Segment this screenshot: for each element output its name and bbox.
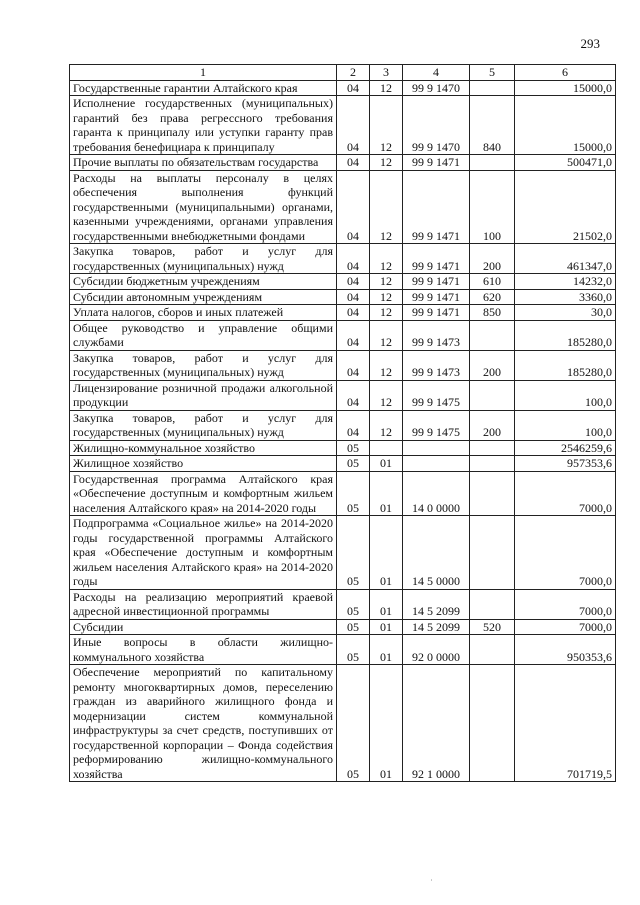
row-target-article-cell: 99 9 1471 (403, 170, 470, 244)
row-name-cell: Исполнение государственных (муниципальных) гарантий без права регрессного требования гаранта к принципалу или уступки гаранту прав требования бенефициара к принципалу (70, 96, 337, 155)
row-expense-type-cell (470, 456, 515, 472)
row-target-article-cell: 99 9 1470 (403, 80, 470, 96)
row-amount-cell: 7000,0 (515, 471, 616, 516)
row-section-cell: 04 (337, 380, 370, 410)
table-row (70, 665, 616, 782)
row-target-article-cell: 14 5 2099 (403, 589, 470, 619)
row-section-cell: 05 (337, 440, 370, 456)
row-amount-cell: 7000,0 (515, 619, 616, 635)
row-subsection-cell: 12 (370, 410, 403, 440)
row-section-cell: 04 (337, 155, 370, 171)
row-subsection-cell (370, 440, 403, 456)
row-amount-cell: 7000,0 (515, 589, 616, 619)
row-expense-type-cell (470, 155, 515, 171)
header-cell: 4 (403, 65, 470, 81)
row-expense-type-cell (470, 80, 515, 96)
row-target-article-cell: 99 9 1473 (403, 320, 470, 350)
row-expense-type-cell (470, 635, 515, 665)
row-name-cell: Обеспечение мероприятий по капитальному ремонту многоквартирных домов, переселению граждан из аварийного жилищного фонда и модернизации систем коммунальной инфраструктуры за счет средств, поступивших от государственной корпорации – Фонда содействия реформированию жилищно-коммунального хозяйства (70, 665, 337, 782)
row-amount-cell: 500471,0 (515, 155, 616, 171)
header-cell: 3 (370, 65, 403, 81)
row-subsection-cell: 12 (370, 80, 403, 96)
row-section-cell: 04 (337, 244, 370, 274)
table-row (70, 456, 616, 472)
row-subsection-cell: 01 (370, 516, 403, 590)
row-subsection-cell: 01 (370, 589, 403, 619)
table-row (70, 305, 616, 321)
row-section-cell: 04 (337, 289, 370, 305)
footer-mark: ˙ (430, 878, 433, 888)
table-row (70, 516, 616, 590)
table-body (70, 65, 616, 782)
row-expense-type-cell: 200 (470, 350, 515, 380)
row-section-cell: 04 (337, 80, 370, 96)
row-name-cell: Государственная программа Алтайского края «Обеспечение доступным и комфортным жильем населения Алтайского края» на 2014-2020 годы (70, 471, 337, 516)
row-expense-type-cell: 840 (470, 96, 515, 155)
row-expense-type-cell: 200 (470, 244, 515, 274)
row-name-cell: Жилищно-коммунальное хозяйство (70, 440, 337, 456)
row-subsection-cell: 12 (370, 350, 403, 380)
row-target-article-cell: 99 9 1471 (403, 244, 470, 274)
row-name-cell: Иные вопросы в области жилищно-коммунального хозяйства (70, 635, 337, 665)
row-name-cell: Расходы на выплаты персоналу в целях обеспечения выполнения функций государственными (муниципальными) органами, казенными учреждениями, органами управления государственными внебюджетными фондами (70, 170, 337, 244)
row-expense-type-cell: 200 (470, 410, 515, 440)
row-amount-cell: 100,0 (515, 410, 616, 440)
row-target-article-cell: 14 5 2099 (403, 619, 470, 635)
row-section-cell: 04 (337, 170, 370, 244)
row-subsection-cell: 01 (370, 635, 403, 665)
row-name-cell: Подпрограмма «Социальное жилье» на 2014-2020 годы государственной программы Алтайского края «Обеспечение доступным и комфортным жильем населения Алтайского края» на 2014-2020 годы (70, 516, 337, 590)
budget-table (69, 64, 616, 782)
row-subsection-cell: 12 (370, 274, 403, 290)
row-expense-type-cell (470, 471, 515, 516)
row-target-article-cell: 14 0 0000 (403, 471, 470, 516)
row-amount-cell: 21502,0 (515, 170, 616, 244)
row-target-article-cell (403, 456, 470, 472)
row-name-cell: Расходы на реализацию мероприятий краевой адресной инвестиционной программы (70, 589, 337, 619)
row-target-article-cell: 99 9 1471 (403, 289, 470, 305)
row-section-cell: 04 (337, 350, 370, 380)
row-target-article-cell: 99 9 1471 (403, 274, 470, 290)
row-target-article-cell: 99 9 1473 (403, 350, 470, 380)
row-target-article-cell (403, 440, 470, 456)
row-subsection-cell: 01 (370, 619, 403, 635)
row-name-cell: Субсидии автономным учреждениям (70, 289, 337, 305)
row-amount-cell: 701719,5 (515, 665, 616, 782)
row-amount-cell: 15000,0 (515, 96, 616, 155)
row-expense-type-cell (470, 320, 515, 350)
row-section-cell: 05 (337, 665, 370, 782)
table-row (70, 80, 616, 96)
table-row (70, 274, 616, 290)
row-subsection-cell: 12 (370, 244, 403, 274)
row-name-cell: Лицензирование розничной продажи алкогольной продукции (70, 380, 337, 410)
row-name-cell: Государственные гарантии Алтайского края (70, 80, 337, 96)
row-section-cell: 05 (337, 589, 370, 619)
table-row (70, 350, 616, 380)
table-row (70, 155, 616, 171)
table-row (70, 589, 616, 619)
row-subsection-cell: 12 (370, 170, 403, 244)
row-expense-type-cell (470, 380, 515, 410)
row-target-article-cell: 92 1 0000 (403, 665, 470, 782)
row-expense-type-cell: 610 (470, 274, 515, 290)
row-subsection-cell: 01 (370, 665, 403, 782)
row-target-article-cell: 99 9 1475 (403, 410, 470, 440)
row-section-cell: 04 (337, 96, 370, 155)
row-amount-cell: 185280,0 (515, 350, 616, 380)
row-name-cell: Общее руководство и управление общими службами (70, 320, 337, 350)
row-subsection-cell: 12 (370, 380, 403, 410)
row-amount-cell: 2546259,6 (515, 440, 616, 456)
page-number: 293 (580, 36, 600, 51)
table-row (70, 170, 616, 244)
row-target-article-cell: 99 9 1470 (403, 96, 470, 155)
row-amount-cell: 957353,6 (515, 456, 616, 472)
table-row (70, 96, 616, 155)
row-amount-cell: 100,0 (515, 380, 616, 410)
row-target-article-cell: 92 0 0000 (403, 635, 470, 665)
row-section-cell: 05 (337, 471, 370, 516)
table-row (70, 619, 616, 635)
row-section-cell: 04 (337, 320, 370, 350)
table-row (70, 635, 616, 665)
header-cell: 6 (515, 65, 616, 81)
row-amount-cell: 185280,0 (515, 320, 616, 350)
row-subsection-cell: 12 (370, 289, 403, 305)
row-section-cell: 05 (337, 456, 370, 472)
table-row (70, 244, 616, 274)
table-row (70, 440, 616, 456)
row-amount-cell: 461347,0 (515, 244, 616, 274)
row-expense-type-cell (470, 440, 515, 456)
row-subsection-cell: 12 (370, 305, 403, 321)
row-section-cell: 05 (337, 516, 370, 590)
row-name-cell: Жилищное хозяйство (70, 456, 337, 472)
row-expense-type-cell: 850 (470, 305, 515, 321)
row-subsection-cell: 01 (370, 471, 403, 516)
row-subsection-cell: 01 (370, 456, 403, 472)
row-section-cell: 04 (337, 410, 370, 440)
row-expense-type-cell (470, 589, 515, 619)
header-row (70, 65, 616, 81)
row-name-cell: Прочие выплаты по обязательствам государства (70, 155, 337, 171)
row-amount-cell: 7000,0 (515, 516, 616, 590)
row-expense-type-cell: 520 (470, 619, 515, 635)
table-row (70, 289, 616, 305)
table-row (70, 471, 616, 516)
row-amount-cell: 950353,6 (515, 635, 616, 665)
row-section-cell: 05 (337, 635, 370, 665)
row-subsection-cell: 12 (370, 320, 403, 350)
row-name-cell: Закупка товаров, работ и услуг для государственных (муниципальных) нужд (70, 410, 337, 440)
row-name-cell: Уплата налогов, сборов и иных платежей (70, 305, 337, 321)
row-section-cell: 04 (337, 305, 370, 321)
row-subsection-cell: 12 (370, 155, 403, 171)
table-row (70, 410, 616, 440)
table-row (70, 380, 616, 410)
row-expense-type-cell (470, 665, 515, 782)
row-subsection-cell: 12 (370, 96, 403, 155)
row-target-article-cell: 99 9 1471 (403, 155, 470, 171)
row-section-cell: 04 (337, 274, 370, 290)
header-cell: 2 (337, 65, 370, 81)
row-name-cell: Субсидии (70, 619, 337, 635)
row-section-cell: 05 (337, 619, 370, 635)
row-name-cell: Закупка товаров, работ и услуг для государственных (муниципальных) нужд (70, 244, 337, 274)
row-expense-type-cell: 620 (470, 289, 515, 305)
row-target-article-cell: 99 9 1475 (403, 380, 470, 410)
row-name-cell: Закупка товаров, работ и услуг для государственных (муниципальных) нужд (70, 350, 337, 380)
header-cell: 1 (70, 65, 337, 81)
row-amount-cell: 14232,0 (515, 274, 616, 290)
row-amount-cell: 3360,0 (515, 289, 616, 305)
table-row (70, 320, 616, 350)
header-cell: 5 (470, 65, 515, 81)
row-expense-type-cell (470, 516, 515, 590)
row-target-article-cell: 99 9 1471 (403, 305, 470, 321)
row-target-article-cell: 14 5 0000 (403, 516, 470, 590)
row-expense-type-cell: 100 (470, 170, 515, 244)
row-amount-cell: 15000,0 (515, 80, 616, 96)
row-amount-cell: 30,0 (515, 305, 616, 321)
row-name-cell: Субсидии бюджетным учреждениям (70, 274, 337, 290)
